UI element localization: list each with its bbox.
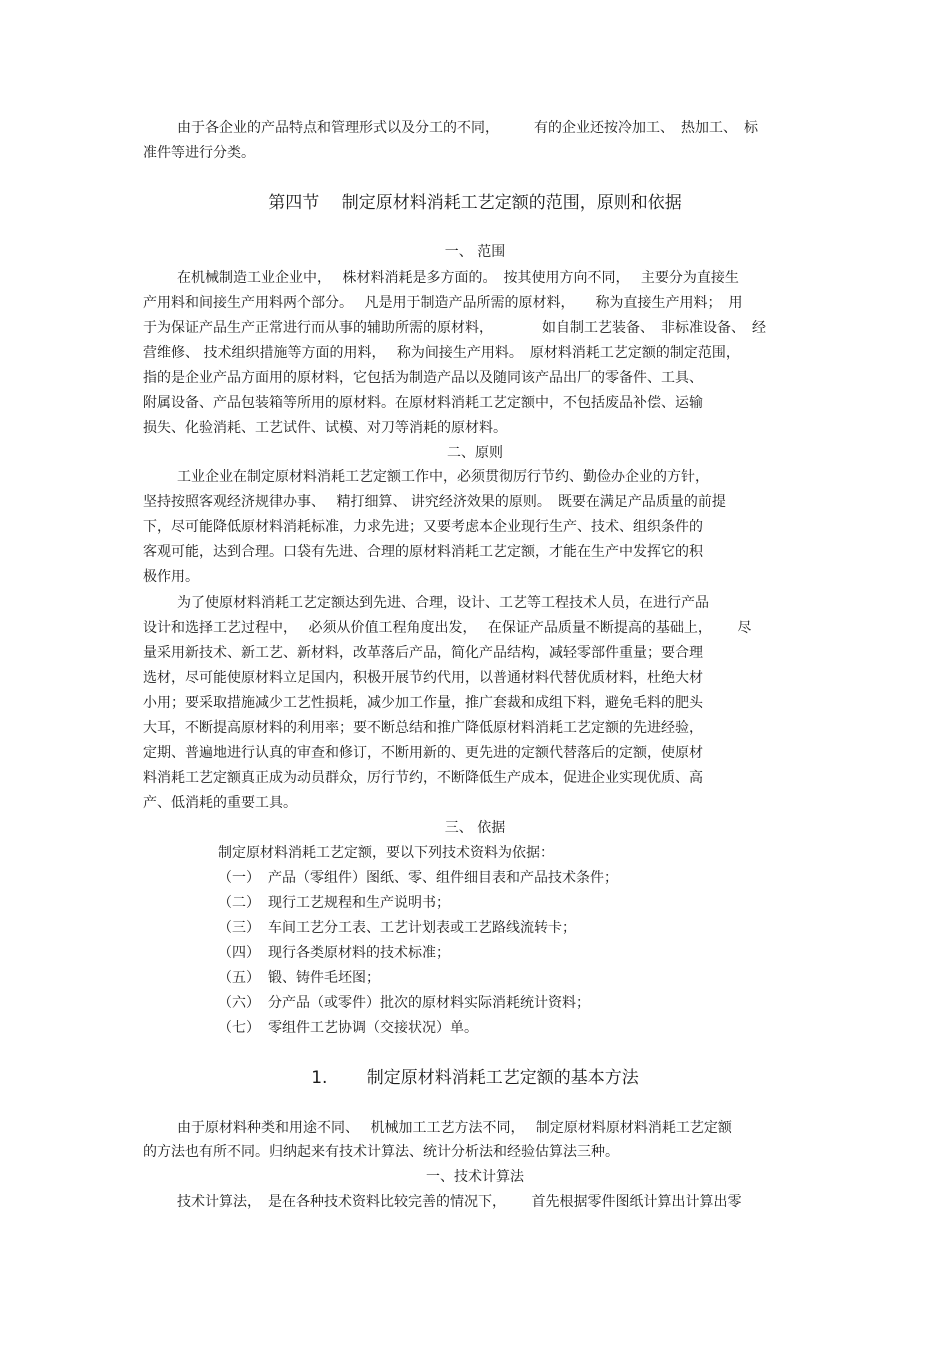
basis-item-text: 锻、铸件毛坯图；: [268, 970, 380, 986]
basis-item-text: 现行工艺规程和生产说明书；: [268, 895, 450, 911]
basis-item-number: （七）: [218, 1020, 260, 1036]
principle2-line: 设计和选择工艺过程中， 必须从价值工程角度出发， 在保证产品质量不断提高的基础上， 尽: [143, 620, 752, 636]
methods-intro-line-1: 由于原材料种类和用途不同、 机械加工工艺方法不同， 制定原材料原材料消耗工艺定额: [177, 1120, 732, 1136]
principle2-line: 大耳，不断提高原材料的利用率；要不断总结和推广降低原材料消耗工艺定额的先进经验，: [143, 720, 703, 736]
methods-title: 1. 制定原材料消耗工艺定额的基本方法: [311, 1068, 639, 1088]
principle2-line: 选材，尽可能使原材料立足国内，积极开展节约代用，以普通材料代替优质材料，杜绝大材: [143, 670, 703, 686]
principle-line: 客观可能，达到合理。口袋有先进、合理的原材料消耗工艺定额，才能在生产中发挥它的积: [143, 544, 703, 560]
basis-item-number: （五）: [218, 970, 260, 986]
scope-line: 附属设备、产品包装箱等所用的原材料。在原材料消耗工艺定额中，不包括废品补偿、运输: [143, 395, 703, 411]
basis-item-number: （六）: [218, 995, 260, 1011]
scope-line: 损失、化验消耗、工艺试件、试模、对刀等消耗的原材料。: [143, 420, 507, 436]
section-title: 第四节 制定原材料消耗工艺定额的范围，原则和依据: [268, 193, 682, 213]
basis-item-number: （三）: [218, 920, 260, 936]
basis-item-number: （一）: [218, 870, 260, 886]
basis-item-text: 现行各类原材料的技术标准；: [268, 945, 450, 961]
scope-heading: 一、 范围: [444, 244, 506, 260]
principle-heading: 二、原则: [447, 445, 503, 461]
basis-item-text: 产品（零组件）图纸、零、组件细目表和产品技术条件；: [268, 870, 618, 886]
basis-item-number: （四）: [218, 945, 260, 961]
principle-line: 工业企业在制定原材料消耗工艺定额工作中，必须贯彻厉行节约、勤俭办企业的方针，: [177, 469, 709, 485]
principle-line: 极作用。: [143, 569, 199, 585]
basis-item-text: 分产品（或零件）批次的原材料实际消耗统计资料；: [268, 995, 590, 1011]
principle2-line: 为了使原材料消耗工艺定额达到先进、合理，设计、工艺等工程技术人员，在进行产品: [177, 595, 709, 611]
principle-line: 坚持按照客观经济规律办事、 精打细算、 讲究经济效果的原则。 既要在满足产品质量的前提: [143, 494, 726, 510]
basis-item-number: （二）: [218, 895, 260, 911]
basis-item-text: 零组件工艺协调（交接状况）单。: [268, 1020, 478, 1036]
principle-line: 下，尽可能降低原材料消耗标准，力求先进；又要考虑本企业现行生产、技术、组织条件的: [143, 519, 703, 535]
principle2-line: 料消耗工艺定额真正成为动员群众，厉行节约，不断降低生产成本，促进企业实现优质、高: [143, 770, 703, 786]
principle2-line: 定期、普遍地进行认真的审查和修订，不断用新的、更先进的定额代替落后的定额，使原材: [143, 745, 703, 761]
principle2-line: 量采用新技术、新工艺、新材料，改革落后产品，简化产品结构，减轻零部件重量；要合理: [143, 645, 703, 661]
scope-line: 营维修、 技术组织措施等方面的用料， 称为间接生产用料。 原材料消耗工艺定额的制定范围，: [143, 345, 740, 361]
methods-intro-line-2: 的方法也有所不同。归纳起来有技术计算法、统计分析法和经验估算法三种。: [143, 1144, 619, 1160]
intro-line-2: 准件等进行分类。: [143, 145, 255, 161]
principle2-line: 产、低消耗的重要工具。: [143, 795, 297, 811]
scope-line: 指的是企业产品方面用的原材料，它包括为制造产品以及随同该产品出厂的零备件、工具、: [143, 370, 703, 386]
scope-line: 在机械制造工业企业中， 株材料消耗是多方面的。 按其使用方向不同， 主要分为直接生: [177, 270, 739, 286]
intro-line-1: 由于各企业的产品特点和管理形式以及分工的不同， 有的企业还按冷加工、 热加工、 标: [177, 120, 758, 136]
tech-line-1: 技术计算法， 是在各种技术资料比较完善的情况下， 首先根据零件图纸计算出计算出零: [177, 1194, 742, 1210]
basis-heading: 三、 依据: [444, 820, 506, 836]
basis-item-text: 车间工艺分工表、工艺计划表或工艺路线流转卡；: [268, 920, 576, 936]
tech-heading: 一、技术计算法: [426, 1169, 524, 1185]
scope-line: 产用料和间接生产用料两个部分。 凡是用于制造产品所需的原材料， 称为直接生产用料； 用: [143, 295, 743, 311]
scope-line: 于为保证产品生产正常进行而从事的辅助所需的原材料， 如自制工艺装备、 非标准设备、 经: [143, 320, 766, 336]
basis-intro: 制定原材料消耗工艺定额，要以下列技术资料为依据：: [218, 845, 554, 861]
principle2-line: 小用；要采取措施减少工艺性损耗，减少加工作量，推广套裁和成组下料，避免毛料的肥头: [143, 695, 703, 711]
